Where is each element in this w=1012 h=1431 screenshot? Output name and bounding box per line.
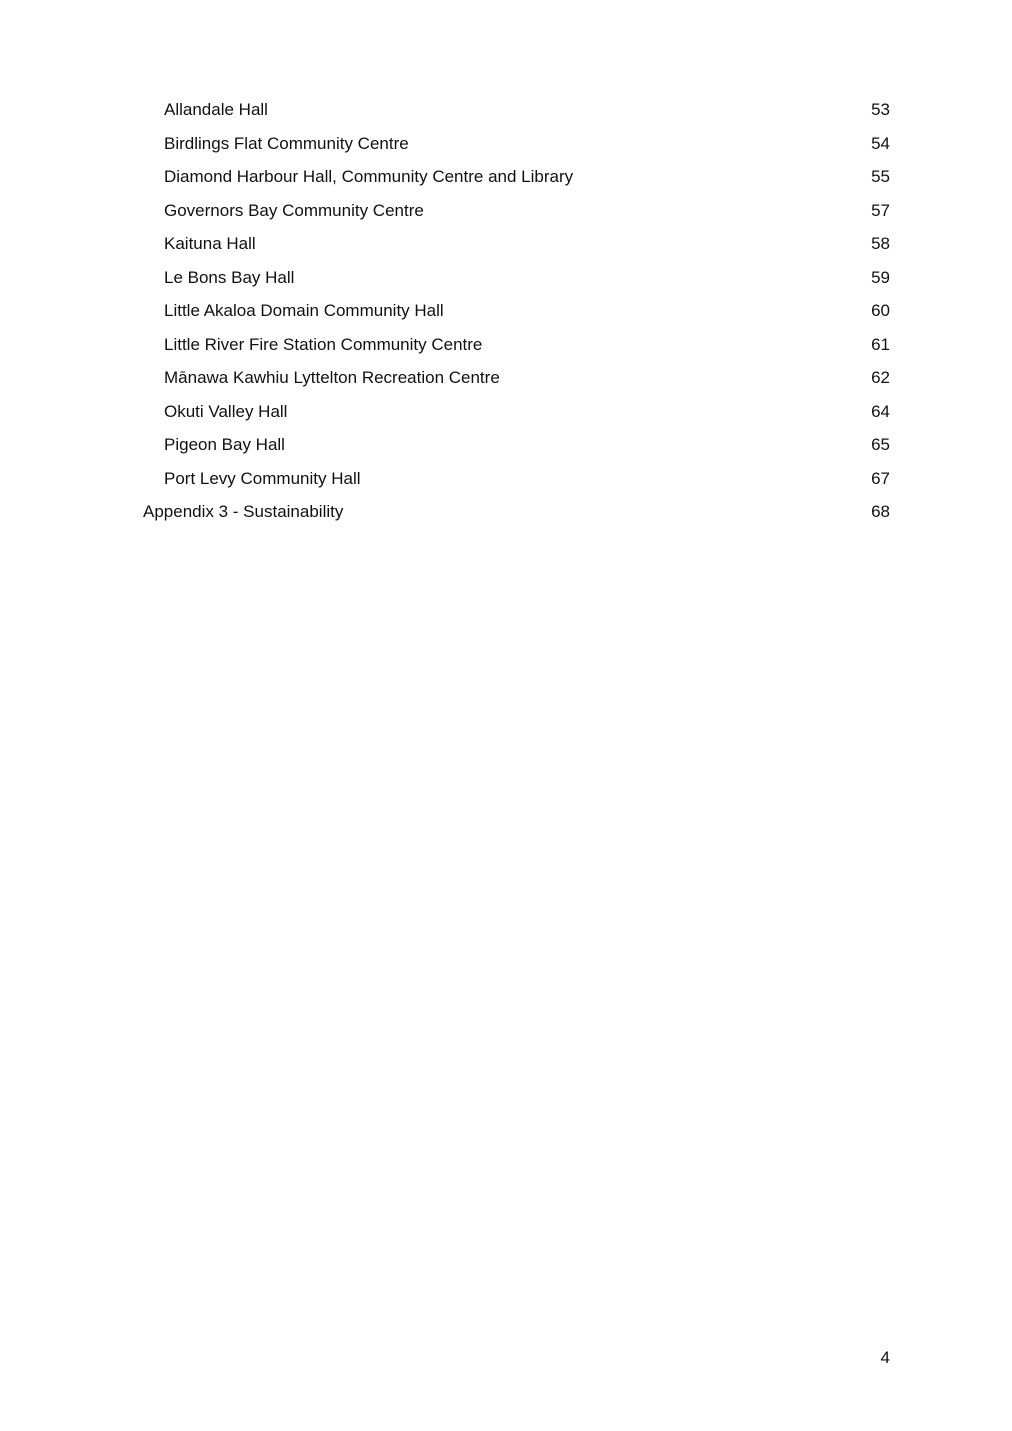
toc-entry-page: 62 — [871, 368, 890, 387]
toc-entry-port-levy[interactable] — [143, 465, 890, 499]
page-number: 4 — [880, 1348, 890, 1367]
toc-entry-title: Birdlings Flat Community Centre — [164, 133, 409, 153]
toc-entry-okuti-valley[interactable] — [143, 398, 890, 432]
toc-entry-page: 68 — [871, 502, 890, 521]
toc-entry-title: Port Levy Community Hall — [164, 468, 361, 488]
toc-entry-little-akaloa[interactable] — [143, 297, 890, 331]
toc-entry-page: 54 — [871, 133, 890, 153]
toc-entry-page: 60 — [871, 301, 890, 320]
toc-entry-allandale-hall[interactable] — [143, 96, 890, 130]
toc-entry-page: 57 — [871, 200, 890, 220]
toc-entry-page: 65 — [871, 435, 890, 454]
toc-entry-diamond-harbour[interactable] — [143, 163, 890, 197]
toc-entry-title: Appendix 3 - Sustainability — [143, 502, 344, 521]
toc-entry-title: Kaituna Hall — [164, 234, 256, 253]
toc-entry-governors-bay[interactable] — [143, 197, 890, 231]
toc-entry-page: 59 — [871, 267, 890, 287]
toc-entry-title: Governors Bay Community Centre — [164, 200, 424, 220]
toc-entry-title: Diamond Harbour Hall, Community Centre and Library — [164, 167, 574, 186]
toc-entry-manawa-kawhiu[interactable] — [143, 364, 890, 398]
toc-entry-page: 58 — [871, 234, 890, 253]
toc-entry-title: Little Akaloa Domain Community Hall — [164, 301, 444, 320]
toc-entry-title: Mānawa Kawhiu Lyttelton Recreation Centre — [164, 368, 500, 387]
toc-entry-le-bons-bay[interactable] — [143, 264, 890, 298]
toc-entry-pigeon-bay[interactable] — [143, 431, 890, 465]
toc-entry-title: Pigeon Bay Hall — [164, 435, 285, 454]
toc-entry-title: Le Bons Bay Hall — [164, 267, 295, 287]
toc-entry-page: 61 — [871, 334, 890, 354]
toc-entry-page: 67 — [871, 468, 890, 488]
toc-entry-title: Okuti Valley Hall — [164, 401, 288, 421]
toc-entry-page: 55 — [871, 167, 890, 186]
toc-entry-page: 53 — [871, 100, 890, 119]
toc-entry-birdlings-flat[interactable] — [143, 130, 890, 164]
toc-entry-title: Allandale Hall — [164, 100, 268, 119]
toc-entry-appendix-3[interactable] — [143, 498, 890, 532]
toc-entry-page: 64 — [871, 401, 890, 421]
table-of-contents — [143, 96, 890, 532]
toc-entry-title: Little River Fire Station Community Centre — [164, 334, 483, 354]
toc-entry-kaituna-hall[interactable] — [143, 230, 890, 264]
toc-entry-little-river[interactable] — [143, 331, 890, 365]
